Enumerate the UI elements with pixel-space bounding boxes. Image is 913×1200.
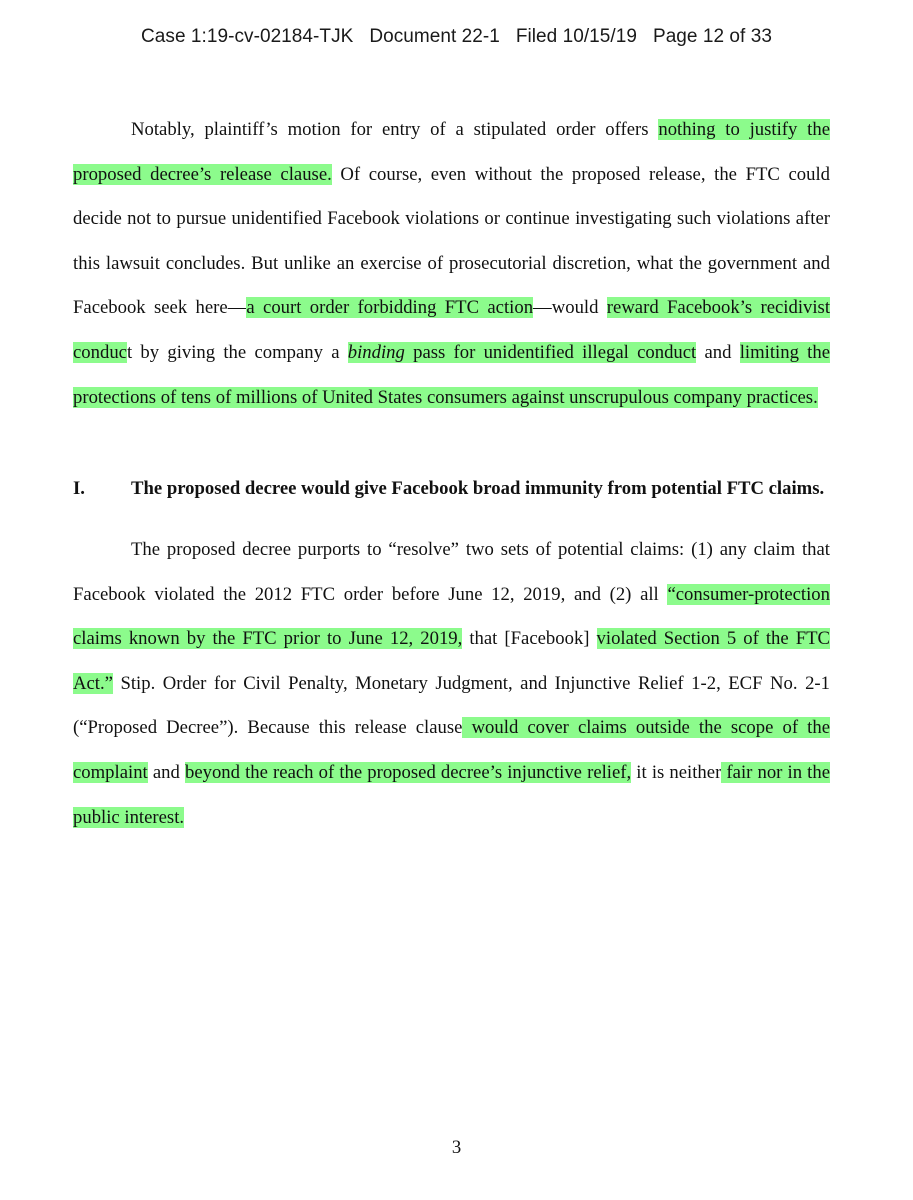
page-number: 3 <box>451 1137 462 1158</box>
section-title: The proposed decree would give Facebook broad immunity from potential FTC claims. <box>131 478 825 499</box>
paragraph-proposed-decree <box>73 528 830 840</box>
highlighted-text: violated Section 5 of the FTC Act.” <box>73 628 830 694</box>
highlighted-text: beyond the reach of the proposed decree’s injunctive relief, <box>184 761 632 783</box>
paragraph-release-clause <box>73 108 830 420</box>
case-header: Case 1:19-cv-02184-TJK Document 22-1 Filed 10/15/19 Page 12 of 33 <box>141 26 772 47</box>
highlighted-text: a court order forbidding FTC action <box>246 297 534 319</box>
highlighted-text <box>348 342 697 363</box>
highlighted-text: nothing to justify the proposed decree’s release clause. <box>73 119 830 185</box>
paragraph-text: and <box>696 341 740 363</box>
section-number: I. <box>73 478 85 499</box>
section-heading <box>73 476 830 501</box>
highlighted-text: “consumer-protection claims known by the FTC prior to June 12, 2019, <box>73 583 830 650</box>
italic-text: binding <box>347 341 405 363</box>
highlighted-text: limiting the protections of tens of millions of United States consumers against unscrupulous company practices. <box>73 341 830 408</box>
paragraph-text: and <box>147 761 185 783</box>
paragraph-text: it is neither <box>631 761 722 783</box>
highlighted-text: reward Facebook’s recidivist conduc <box>73 297 831 363</box>
paragraph-text: t by giving the company a <box>126 341 348 363</box>
highlighted-text-rest: pass for unidentified illegal conduct <box>404 341 697 363</box>
paragraph-text: Notably, plaintiff’s motion for entry of a stipulated order offers <box>131 119 659 140</box>
paragraph-text: Stip. Order for Civil Penalty, Monetary Judgment, and Injunctive Relief 1-2, ECF No. 2-1 (“Proposed Decree”). Because this release clause <box>73 672 830 739</box>
paragraph-text: Of course, even without the proposed release, the FTC could decide not to pursue unidentified Facebook violations or continue investigating such violations after this lawsuit concludes. But unlike an exercise of prosecutorial discretion, what the government and Facebook seek here— <box>73 163 830 319</box>
paragraph-text: —would <box>533 297 607 319</box>
paragraph-text: that [Facebook] <box>462 628 597 650</box>
highlighted-text: fair nor in the public interest. <box>73 761 830 828</box>
paragraph-text: The proposed decree purports to “resolve” two sets of potential claims: (1) any claim that Facebook violated the 2012 FTC order before June 12, 2019, and (2) all <box>73 539 830 605</box>
highlighted-text: would cover claims outside the scope of the complaint <box>73 717 830 783</box>
